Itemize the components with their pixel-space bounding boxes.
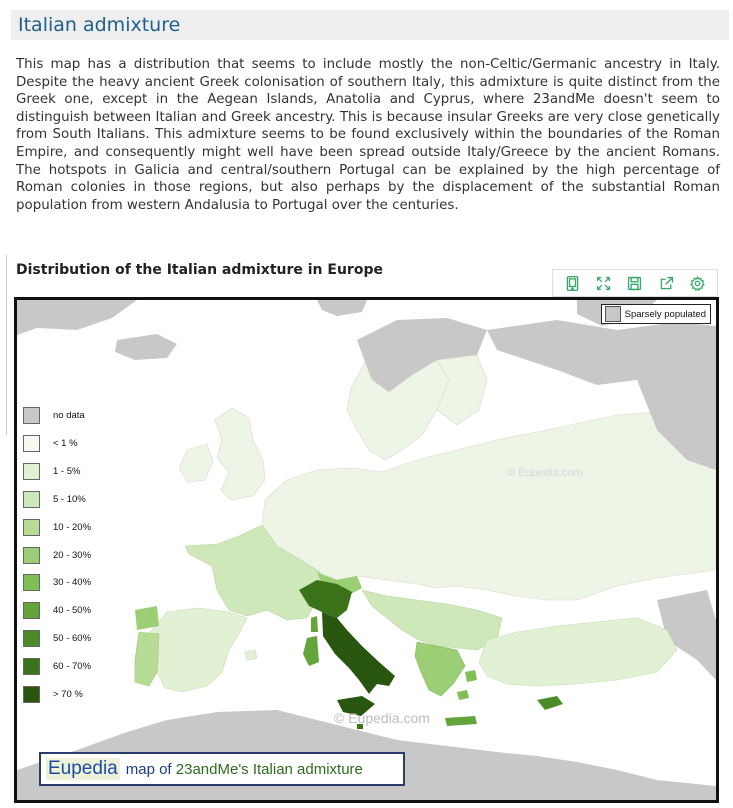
map-caption: Distribution of the Italian admixture in Europe <box>16 262 383 278</box>
legend-row <box>23 630 91 647</box>
brand-caption <box>126 761 363 778</box>
legend-label: 40 - 50% <box>53 605 92 617</box>
legend-swatch <box>23 435 40 452</box>
sparse-label: Sparsely populated <box>624 308 706 320</box>
settings-icon <box>689 275 706 292</box>
legend-label: 1 - 5% <box>53 465 81 477</box>
legend-row <box>23 491 86 508</box>
page-edge-divider <box>0 255 7 435</box>
save-button[interactable] <box>625 273 645 293</box>
legend-swatch <box>23 491 40 508</box>
legend-label: no data <box>53 410 85 421</box>
tablet-view-button[interactable] <box>563 273 583 293</box>
brand-highlight: 23andMe's Italian admixture <box>175 760 363 778</box>
legend-row <box>23 407 85 424</box>
legend-swatch <box>23 407 40 424</box>
brand-banner <box>39 752 405 786</box>
save-icon <box>626 275 643 292</box>
legend-row <box>23 463 80 480</box>
legend-swatch <box>23 519 40 536</box>
legend-label: 20 - 30% <box>53 549 92 561</box>
legend-swatch <box>23 574 40 591</box>
legend-swatch <box>23 630 40 647</box>
sparse-population-key <box>601 304 711 324</box>
legend-label: 10 - 20% <box>53 521 92 533</box>
legend-label: 60 - 70% <box>53 661 92 673</box>
tablet-icon <box>564 275 581 292</box>
legend-swatch <box>23 686 40 703</box>
legend-label: > 70 % <box>53 689 83 700</box>
legend-swatch <box>23 602 40 619</box>
map-toolbar <box>552 269 718 297</box>
legend-label: 30 - 40% <box>53 577 92 589</box>
brand-prefix: map of <box>125 760 172 778</box>
legend-row <box>23 574 91 591</box>
legend-label: 5 - 10% <box>53 493 86 505</box>
corsica <box>311 616 318 632</box>
legend-row <box>23 435 78 452</box>
legend-row <box>23 547 91 564</box>
legend-row <box>23 602 91 619</box>
legend-label: < 1 % <box>53 437 78 449</box>
fullscreen-icon <box>595 275 612 292</box>
legend-row <box>23 519 91 536</box>
legend-row <box>23 686 83 703</box>
sparse-swatch <box>605 306 621 322</box>
section-header <box>11 10 729 40</box>
map-frame <box>14 297 719 803</box>
share-button[interactable] <box>656 273 676 293</box>
legend-label: 50 - 60% <box>53 633 92 645</box>
balearic <box>245 650 257 660</box>
share-icon <box>658 275 675 292</box>
watermark: © Eupedia.com <box>507 467 583 479</box>
legend-swatch <box>23 658 40 675</box>
watermark: © Eupedia.com <box>334 710 430 726</box>
legend-row <box>23 658 91 675</box>
settings-button[interactable] <box>687 273 707 293</box>
article-paragraph: This map has a distribution that seems to include mostly the non-Celtic/Germanic ancestry in Italy. Despite the heavy ancient Greek colonisation of southern Italy, this admixture is quite distinct from the Greek one, except in the Aegean Islands, Anatolia and Cyprus, where 23andMe doesn't seem to distinguish between Italian and Greek ancestry. This is because insular Greeks are very close genetically from South Italians. This admixture seems to be found exclusively within the boundaries of the Roman Empire, and consequently might well have been spread outside Italy/Greece by the ancient Romans. The hotspots in Galicia and central/southern Portugal can be explained by the high percentage of Roman colonies in those regions, but also perhaps by the displacement of the substantial Roman population from western Andalusia to Portugal over the centuries. <box>16 57 720 213</box>
fullscreen-button[interactable] <box>594 273 614 293</box>
legend-swatch <box>23 463 40 480</box>
legend-swatch <box>23 547 40 564</box>
section-title: Italian admixture <box>18 14 181 36</box>
brand-name: Eupedia <box>48 758 118 779</box>
galicia <box>135 606 159 630</box>
